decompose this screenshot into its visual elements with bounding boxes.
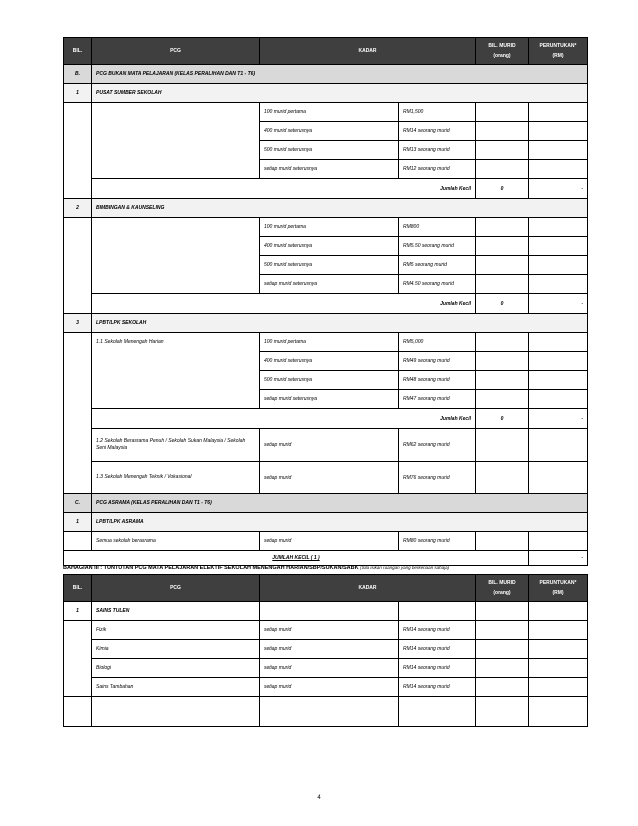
rate-desc: setiap murid seterusnya [260, 160, 399, 179]
rate-value: RM14 seorang murid [399, 640, 476, 659]
part-c-code: C. [64, 494, 92, 513]
peruntukan-cell [529, 659, 588, 678]
rate-desc: setiap murid [260, 532, 399, 551]
total-label: JUMLAH KECIL ( 1 ) [272, 555, 320, 561]
peruntukan-cell [529, 532, 588, 551]
peruntukan-cell [529, 256, 588, 275]
rate-value: RM14 seorang murid [399, 621, 476, 640]
bil-murid-input[interactable] [476, 659, 529, 678]
subject-name: Sains Tambahan [92, 678, 260, 697]
rate-desc: setiap murid seterusnya [260, 275, 399, 294]
header-bil-murid [476, 38, 529, 65]
subtotal-count: 0 [476, 179, 529, 199]
peruntukan-cell [529, 160, 588, 179]
subtotal-label: Jumlah Kecil [92, 409, 476, 429]
part3-heading [63, 565, 449, 571]
table-row [64, 218, 588, 237]
peruntukan-cell [529, 237, 588, 256]
rate-value: RM5 seorang murid [399, 256, 476, 275]
subtotal-row [64, 179, 588, 199]
bil-murid-input[interactable] [476, 160, 529, 179]
section-2-title: BIMBINGAN & KAUNSELING [92, 199, 588, 218]
bil-murid-input[interactable] [476, 678, 529, 697]
header-peruntukan-label: PERUNTUKAN* [539, 43, 577, 49]
rate-desc: 500 murid seterusnya [260, 371, 399, 390]
subtotal-count: 0 [476, 294, 529, 314]
peruntukan-cell [529, 678, 588, 697]
rate-desc: 500 murid seterusnya [260, 256, 399, 275]
rate-value: RM5,000 [399, 333, 476, 352]
table-row [64, 659, 588, 678]
bil-murid-input[interactable] [476, 429, 529, 462]
part-c-section-1-title: LPBT/LPK ASRAMA [92, 513, 588, 532]
table-row [64, 333, 588, 352]
part-b-code: B. [64, 65, 92, 84]
rate-value: RM4.50 seorang murid [399, 275, 476, 294]
bil-murid-input[interactable] [476, 218, 529, 237]
part-c-section-1-no: 1 [64, 513, 92, 532]
section-3-no: 3 [64, 314, 92, 333]
section-1-no: 1 [64, 84, 92, 103]
total-amount: - [529, 551, 588, 566]
rate-value: RM14 seorang murid [399, 122, 476, 141]
table-row [64, 621, 588, 640]
rate-desc: 400 murid seterusnya [260, 237, 399, 256]
section-2-heading-row [64, 199, 588, 218]
subtotal-amount: - [529, 294, 588, 314]
subtotal-row [64, 294, 588, 314]
rate-desc: 100 murid pertama [260, 333, 399, 352]
subtotal-amount: - [529, 179, 588, 199]
rate-desc: setiap murid [260, 678, 399, 697]
rate-desc: setiap murid [260, 462, 399, 494]
header-peruntukan [529, 575, 588, 602]
section-1-heading-row [64, 84, 588, 103]
header-pcg: PCG [92, 575, 260, 602]
rate-value: RM5.50 seorang murid [399, 237, 476, 256]
bil-murid-input[interactable] [476, 333, 529, 352]
header-bil: BIL. [64, 38, 92, 65]
table-row [64, 640, 588, 659]
subject-name: Kimia [92, 640, 260, 659]
group-label: 1.1 Sekolah Menengah Harian [92, 333, 260, 409]
table-row [64, 103, 588, 122]
header-kadar: KADAR [260, 38, 476, 65]
table-row [64, 697, 588, 727]
peruntukan-cell [529, 122, 588, 141]
section-3-title: LPBT/LPK SEKOLAH [92, 314, 588, 333]
bil-murid-input[interactable] [476, 256, 529, 275]
rate-desc: 400 murid seterusnya [260, 122, 399, 141]
rate-value: RM80 seorang murid [399, 532, 476, 551]
group-label: 1.3 Sekolah Menengah Teknik / Vokasional [92, 462, 260, 494]
subtotal-row [64, 409, 588, 429]
group-label: 1.2 Sekolah Berasrama Penuh / Sekolah Sukan Malaysia / Sekolah Seni Malaysia [92, 429, 260, 462]
header-bil-murid-unit: (orang) [493, 590, 511, 596]
header-bil: BIL. [64, 575, 92, 602]
header-bil-murid-label: BIL. MURID [488, 580, 516, 586]
peruntukan-cell [529, 352, 588, 371]
part3-section-1-title: SAINS TULEN [92, 602, 260, 621]
table-row [64, 678, 588, 697]
header-peruntukan-unit: (RM) [552, 53, 564, 59]
subtotal-amount: - [529, 409, 588, 429]
rate-value: RM14 seorang murid [399, 659, 476, 678]
peruntukan-cell [529, 371, 588, 390]
table-header-row [64, 575, 588, 602]
header-peruntukan-unit: (RM) [552, 590, 564, 596]
peruntukan-cell [529, 333, 588, 352]
bil-murid-input[interactable] [476, 371, 529, 390]
table-row [64, 532, 588, 551]
peruntukan-cell [529, 640, 588, 659]
peruntukan-cell [529, 218, 588, 237]
subtotal-count: 0 [476, 409, 529, 429]
rate-value: RM800 [399, 218, 476, 237]
rate-value: RM12 seorang murid [399, 160, 476, 179]
subject-name: Biologi [92, 659, 260, 678]
section-1-title: PUSAT SUMBER SEKOLAH [92, 84, 588, 103]
header-pcg: PCG [92, 38, 260, 65]
rate-desc: setiap murid [260, 640, 399, 659]
subtotal-label: Jumlah Kecil [92, 179, 476, 199]
bil-murid-input[interactable] [476, 237, 529, 256]
part-c-heading-row [64, 494, 588, 513]
subtotal-label: Jumlah Kecil [92, 294, 476, 314]
peruntukan-cell [529, 462, 588, 494]
bil-murid-input[interactable] [476, 390, 529, 409]
rate-value: RM76 seorang murid [399, 462, 476, 494]
rate-desc: setiap murid [260, 621, 399, 640]
subject-name: Fizik [92, 621, 260, 640]
rate-desc: setiap murid [260, 659, 399, 678]
rate-value: RM49 seorang murid [399, 352, 476, 371]
bil-murid-input[interactable] [476, 122, 529, 141]
bil-murid-input[interactable] [476, 621, 529, 640]
section-heading-row [64, 602, 588, 621]
part-c-section-1-heading-row [64, 513, 588, 532]
pcg-table-part-3 [63, 574, 588, 727]
header-peruntukan-label: PERUNTUKAN* [539, 580, 577, 586]
page-number: 4 [317, 795, 321, 801]
table-row [64, 429, 588, 462]
group-label: Semua sekolah berasrama [92, 532, 260, 551]
rate-value: RM14 seorang murid [399, 678, 476, 697]
part3-title: BAHAGIAN III : TUNTUTAN PCG MATA PELAJARAN ELEKTIF SEKOLAH MENENGAH HARIAN/SBP/SUKAN/SABK [63, 565, 359, 571]
part3-note: (Sila isikan ruangan yang berkenaan sahaja) [360, 565, 450, 570]
header-bil-murid [476, 575, 529, 602]
rate-value: RM48 seorang murid [399, 371, 476, 390]
rate-desc: 100 murid pertama [260, 218, 399, 237]
rate-value: RM1,500 [399, 103, 476, 122]
rate-desc: setiap murid seterusnya [260, 390, 399, 409]
header-kadar: KADAR [260, 575, 476, 602]
total-row [64, 551, 588, 566]
header-peruntukan [529, 38, 588, 65]
table-header-row [64, 38, 588, 65]
peruntukan-cell [529, 275, 588, 294]
peruntukan-cell [529, 390, 588, 409]
part-b-heading-row [64, 65, 588, 84]
section-3-heading-row [64, 314, 588, 333]
rate-desc: 100 murid pertama [260, 103, 399, 122]
rate-value: RM13 seorang murid [399, 141, 476, 160]
bil-murid-input[interactable] [476, 352, 529, 371]
pcg-table-part-2 [63, 37, 588, 566]
rate-desc: setiap murid [260, 429, 399, 462]
part-b-title: PCG BUKAN MATA PELAJARAN (KELAS PERALIHAN DAN T1 - T6) [92, 65, 588, 84]
rate-value: RM62 seorang murid [399, 429, 476, 462]
peruntukan-cell [529, 103, 588, 122]
peruntukan-cell [529, 429, 588, 462]
section-2-no: 2 [64, 199, 92, 218]
bil-murid-input[interactable] [476, 275, 529, 294]
table-row [64, 462, 588, 494]
bil-murid-input[interactable] [476, 640, 529, 659]
bil-murid-input[interactable] [476, 462, 529, 494]
header-bil-murid-unit: (orang) [493, 53, 511, 59]
rate-value: RM47 seorang murid [399, 390, 476, 409]
part3-section-1-no: 1 [64, 602, 92, 621]
part-c-title: PCG ASRAMA (KELAS PERALIHAN DAN T1 - T6) [92, 494, 588, 513]
rate-desc: 500 murid seterusnya [260, 141, 399, 160]
bil-murid-input[interactable] [476, 532, 529, 551]
bil-murid-input[interactable] [476, 141, 529, 160]
peruntukan-cell [529, 141, 588, 160]
peruntukan-cell [529, 621, 588, 640]
header-bil-murid-label: BIL. MURID [488, 43, 516, 49]
bil-murid-input[interactable] [476, 103, 529, 122]
rate-desc: 400 murid seterusnya [260, 352, 399, 371]
